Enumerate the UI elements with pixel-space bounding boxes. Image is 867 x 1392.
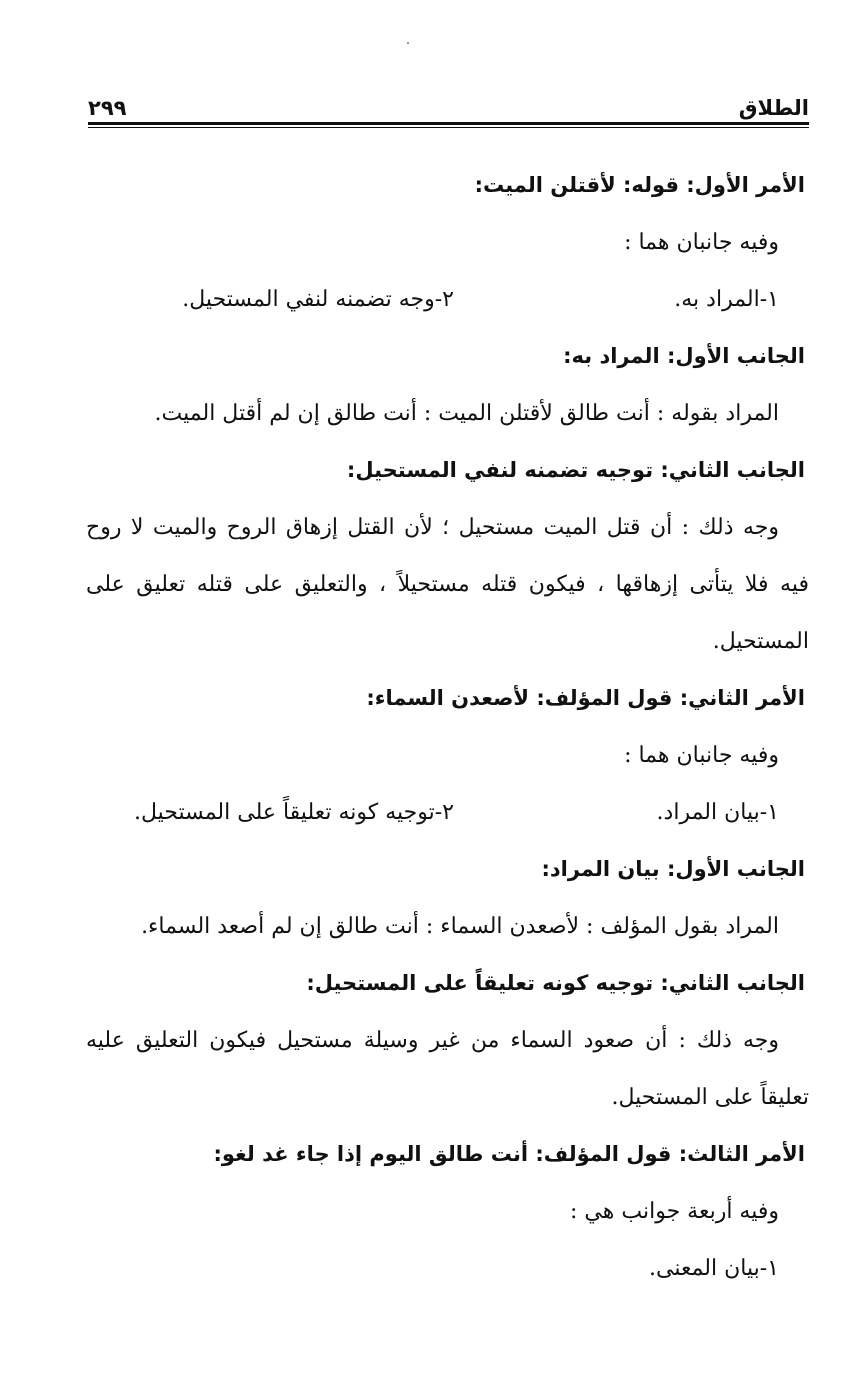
page-body [86,157,809,1297]
list-item: ١-المراد به. [674,287,779,312]
page-number: ٢٩٩ [88,96,127,120]
list-item: ١-بيان المراد. [656,800,779,825]
paragraph-line: وجه ذلك : أن قتل الميت مستحيل ؛ لأن القتل إزهاق الروح والميت لا روح [86,515,779,540]
subsection-heading: الجانب الثاني: توجيه كونه تعليقاً على المستحيل: [306,971,805,995]
section-heading: الأمر الثالث: قول المؤلف: أنت طالق اليوم إذا جاء غد لغو: [213,1142,805,1166]
paragraph-line: وفيه أربعة جوانب هي : [570,1199,779,1224]
enumerated-items [86,271,809,328]
scan-speck [407,42,409,44]
section-heading: الأمر الثاني: قول المؤلف: لأصعدن السماء: [366,686,805,710]
paragraph-line: المستحيل. [712,629,809,654]
page-header [88,96,809,122]
subsection-heading: الجانب الأول: المراد به: [563,344,805,368]
subsection-heading: الجانب الأول: بيان المراد: [541,857,805,881]
header-rule [88,122,809,125]
paragraph-line: وفيه جانبان هما : [624,230,779,255]
paragraph-line: المراد بقوله : أنت طالق لأقتلن الميت : أنت طالق إن لم أقتل الميت. [154,401,779,426]
paragraph-line: تعليقاً على المستحيل. [611,1085,809,1110]
paragraph-line: وجه ذلك : أن صعود السماء من غير وسيلة مستحيل فيكون التعليق عليه [86,1028,779,1053]
list-item: ١-بيان المعنى. [649,1256,779,1281]
subsection-heading: الجانب الثاني: توجيه تضمنه لنفي المستحيل: [346,458,805,482]
paragraph-line: فيه فلا يتأتى إزهاقها ، فيكون قتله مستحيلاً ، والتعليق على قتله تعليق على [86,572,809,597]
list-item: ٢-وجه تضمنه لنفي المستحيل. [182,287,454,312]
running-title: الطلاق [738,96,809,120]
paragraph-line: المراد بقول المؤلف : لأصعدن السماء : أنت طالق إن لم أصعد السماء. [141,914,779,939]
list-item: ٢-توجيه كونه تعليقاً على المستحيل. [133,800,454,825]
enumerated-items [86,784,809,841]
header-rule-thin [88,127,809,128]
paragraph-line: وفيه جانبان هما : [624,743,779,768]
section-heading: الأمر الأول: قوله: لأقتلن الميت: [474,173,805,197]
